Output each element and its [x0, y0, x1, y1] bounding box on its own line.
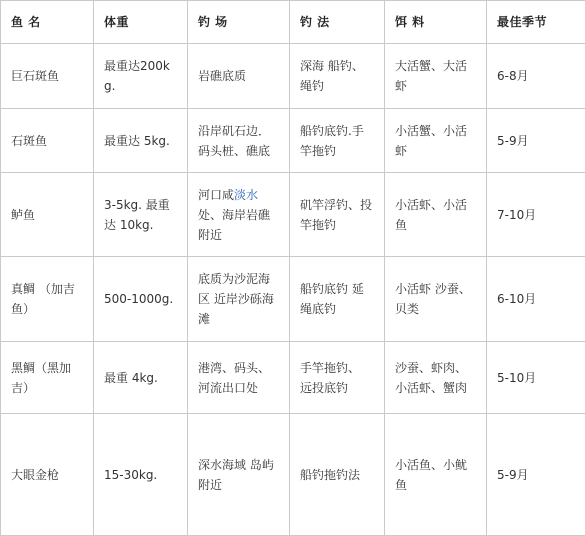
spot-text: 深水海域 岛屿附近	[198, 458, 274, 492]
cell-bait: 大活蟹、大活虾	[385, 44, 487, 109]
table-header-row	[1, 1, 585, 44]
table-row	[1, 173, 585, 257]
cell-fish-name: 石斑鱼	[1, 109, 94, 173]
cell-bait: 沙蚕、虾肉、小活虾、蟹肉	[385, 342, 487, 414]
spot-text: 港湾、码头、河流出口处	[198, 361, 270, 395]
cell-bait: 小活鱼、小鱿鱼	[385, 414, 487, 536]
header-method: 钓 法	[290, 1, 385, 44]
table-row	[1, 44, 585, 109]
cell-weight: 最重达 5kg.	[94, 109, 188, 173]
cell-method: 深海 船钓、绳钓	[290, 44, 385, 109]
cell-bait: 小活蟹、小活虾	[385, 109, 487, 173]
cell-season: 6-8月	[487, 44, 585, 109]
table-row	[1, 414, 585, 536]
table-row	[1, 257, 585, 342]
cell-spot	[188, 414, 290, 536]
table-row	[1, 109, 585, 173]
header-bait: 饵 料	[385, 1, 487, 44]
cell-method: 船钓底钓 延绳底钓	[290, 257, 385, 342]
cell-spot	[188, 257, 290, 342]
cell-spot	[188, 342, 290, 414]
cell-weight: 最重达200kg.	[94, 44, 188, 109]
cell-bait: 小活虾 沙蚕、贝类	[385, 257, 487, 342]
spot-text: 河口咸	[198, 188, 234, 202]
cell-method: 矶竿浮钓、投竿拖钓	[290, 173, 385, 257]
cell-season: 5-10月	[487, 342, 585, 414]
cell-spot	[188, 109, 290, 173]
cell-weight: 3-5kg. 最重达 10kg.	[94, 173, 188, 257]
cell-method: 船钓拖钓法	[290, 414, 385, 536]
cell-method: 手竿拖钓、 远投底钓	[290, 342, 385, 414]
cell-season: 6-10月	[487, 257, 585, 342]
table-row	[1, 342, 585, 414]
cell-weight: 15-30kg.	[94, 414, 188, 536]
cell-fish-name: 大眼金枪	[1, 414, 94, 536]
cell-fish-name: 黑鲷（黑加吉）	[1, 342, 94, 414]
header-season: 最佳季节	[487, 1, 585, 44]
cell-spot	[188, 44, 290, 109]
header-spot: 钓 场	[188, 1, 290, 44]
header-weight: 体重	[94, 1, 188, 44]
cell-weight: 最重 4kg.	[94, 342, 188, 414]
cell-season: 5-9月	[487, 414, 585, 536]
cell-fish-name: 鲈鱼	[1, 173, 94, 257]
freshwater-link[interactable]: 淡水	[234, 188, 258, 202]
header-fish-name: 鱼 名	[1, 1, 94, 44]
spot-text: 岩礁底质	[198, 69, 246, 83]
cell-season: 7-10月	[487, 173, 585, 257]
cell-spot	[188, 173, 290, 257]
cell-season: 5-9月	[487, 109, 585, 173]
cell-method: 船钓底钓.手竿拖钓	[290, 109, 385, 173]
spot-text-rest: 处、海岸岩礁附近	[198, 208, 270, 242]
cell-bait: 小活虾、小活鱼	[385, 173, 487, 257]
cell-fish-name: 真鲷 （加吉鱼）	[1, 257, 94, 342]
spot-text: 沿岸矶石边．码头桩、礁底	[198, 124, 270, 158]
cell-fish-name: 巨石斑鱼	[1, 44, 94, 109]
cell-weight: 500-1000g.	[94, 257, 188, 342]
spot-text: 底质为沙泥海区 近岸沙砾海滩	[198, 272, 274, 326]
